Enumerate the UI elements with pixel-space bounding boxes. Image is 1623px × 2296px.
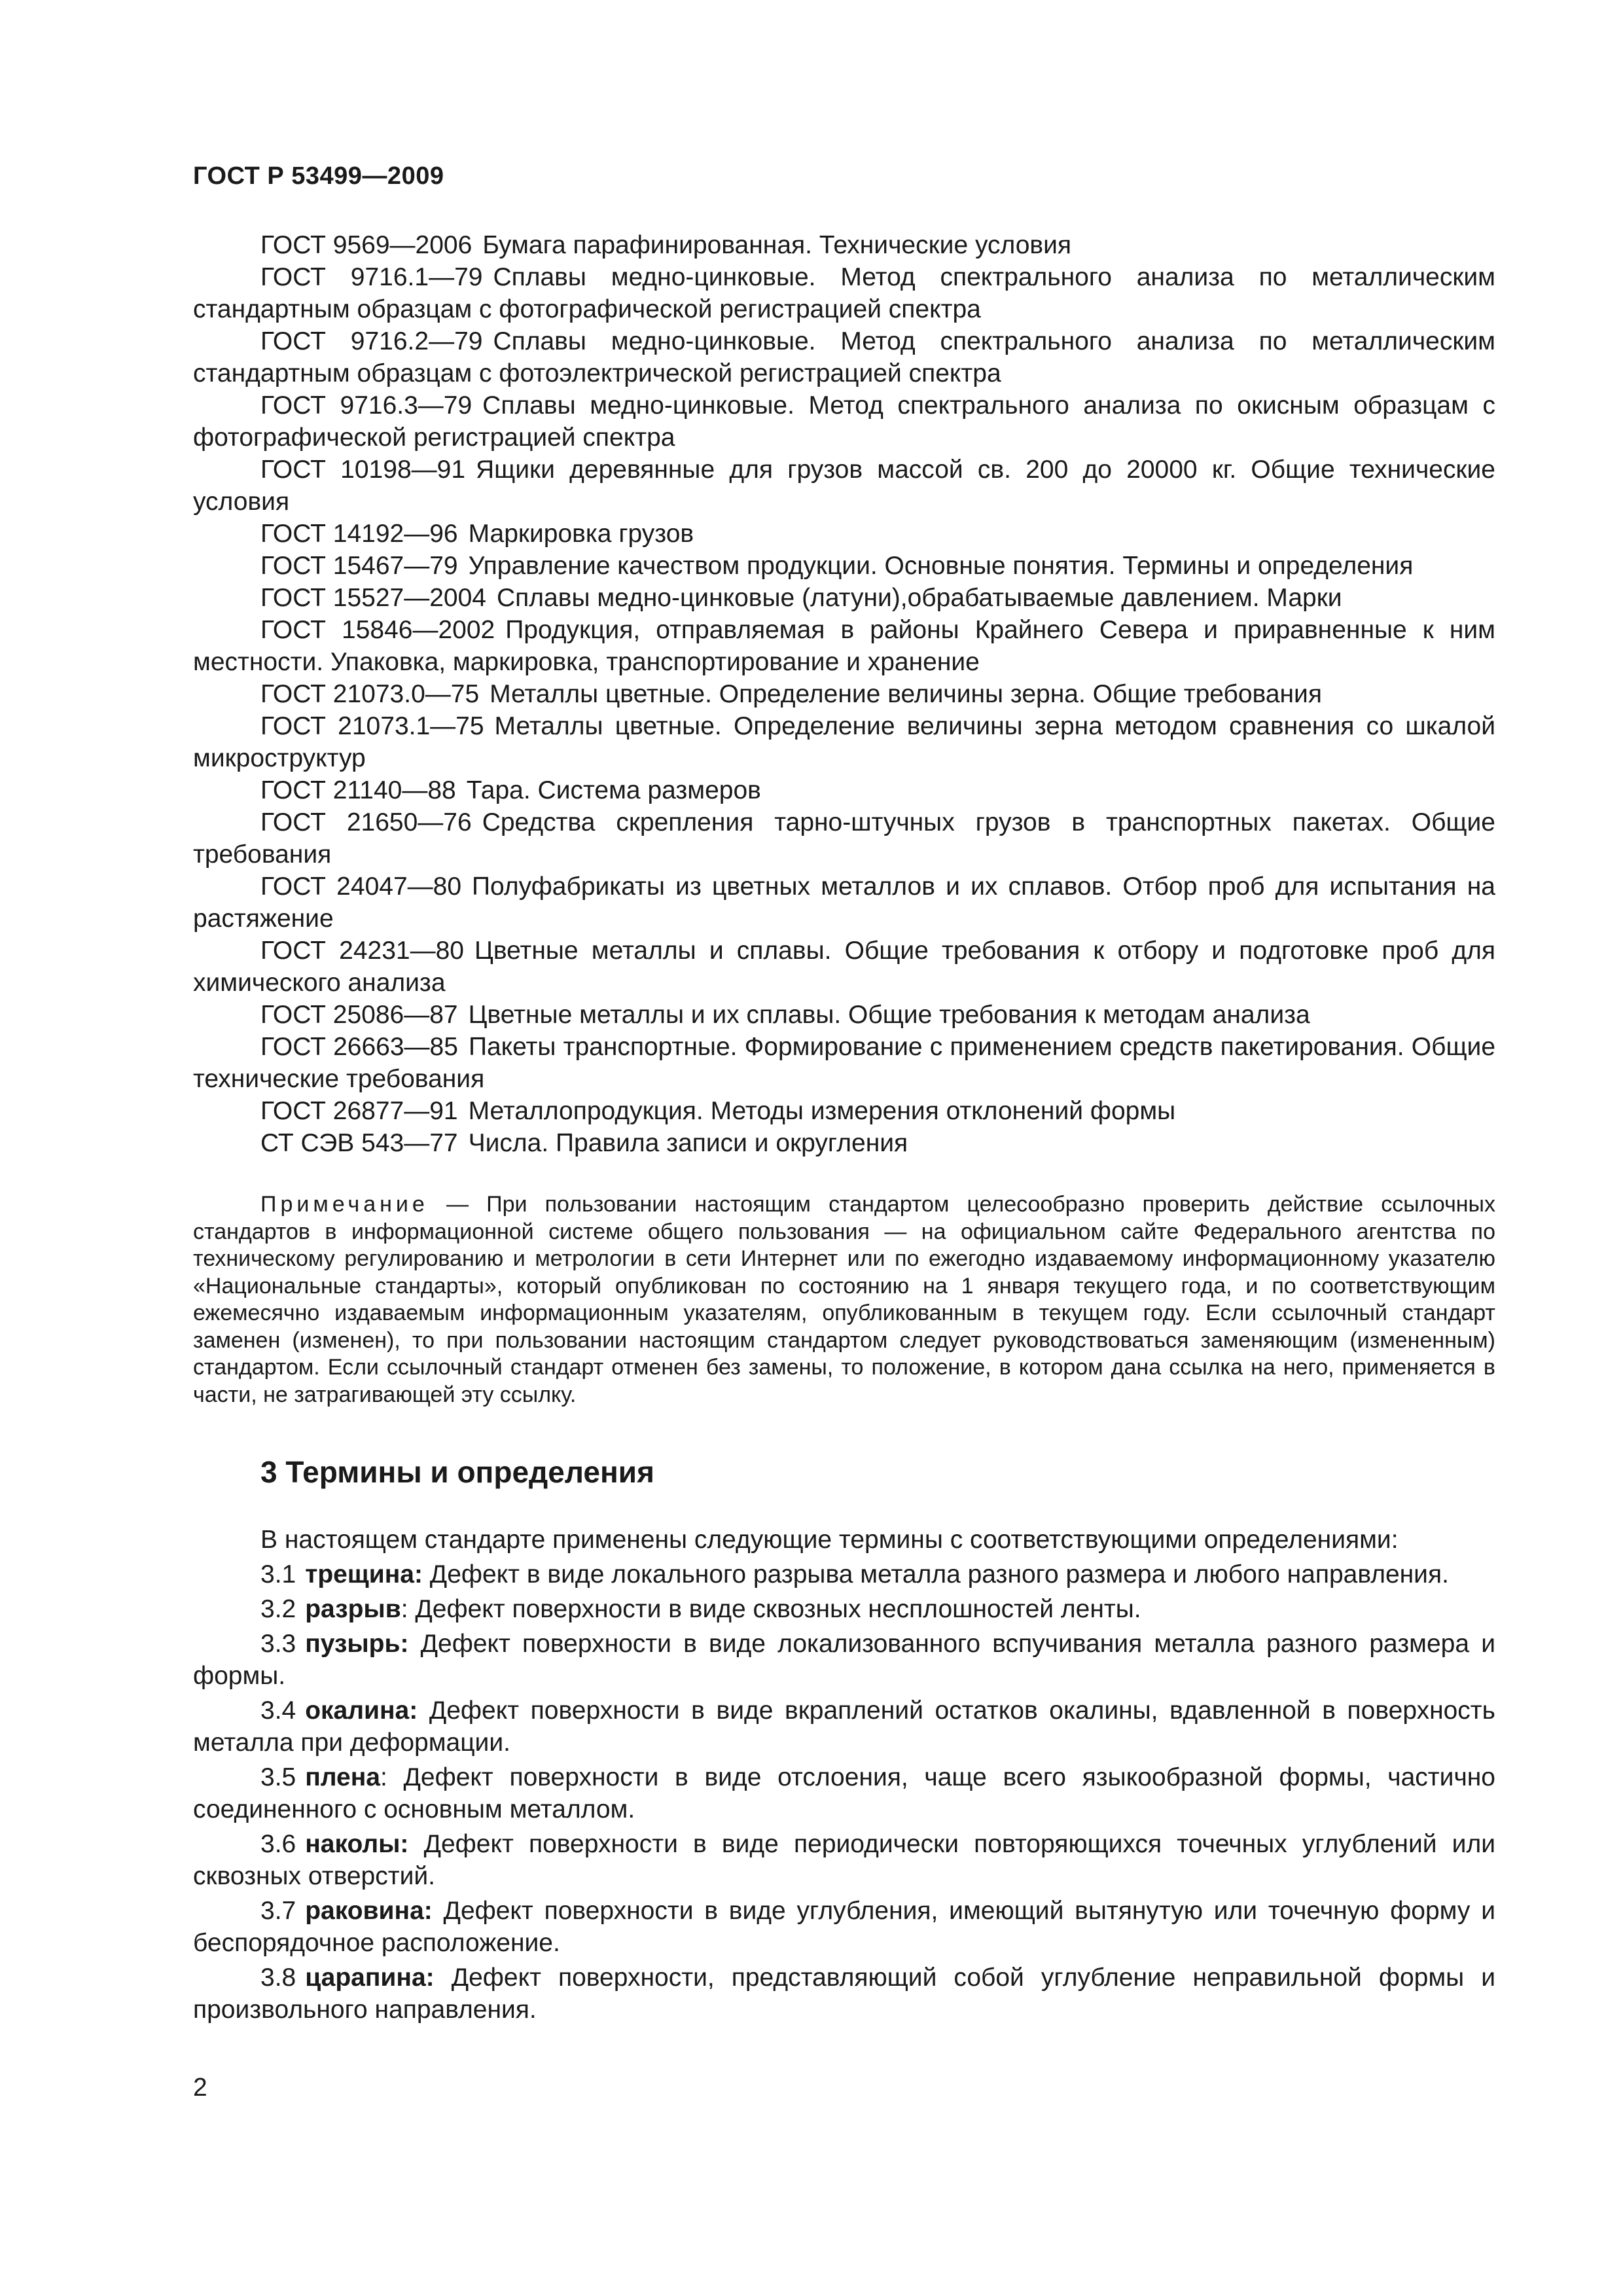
reference-item bbox=[193, 229, 1495, 261]
reference-code: ГОСТ 24047—80 bbox=[260, 872, 462, 901]
section-intro: В настоящем стандарте применены следующие термины с соответствующими определениями: bbox=[260, 1526, 1399, 1554]
reference-title: Металлопродукция. Методы измерения отклонений формы bbox=[468, 1097, 1176, 1125]
reference-title: Полуфабрикаты из цветных металлов и их сплавов. Отбор проб для испытания на растяжение bbox=[193, 872, 1495, 933]
reference-code: ГОСТ 26663—85 bbox=[260, 1033, 458, 1061]
reference-title: Пакеты транспортные. Формирование с применением средств пакетирования. Общие технические требования bbox=[193, 1033, 1496, 1093]
term-text: : Дефект поверхности в виде отслоения, чаще всего языкообразной формы, частично соединенного с основным металлом. bbox=[193, 1763, 1495, 1823]
term-number: 3.1 bbox=[260, 1560, 296, 1588]
reference-title: Управление качеством продукции. Основные понятия. Термины и определения bbox=[468, 552, 1414, 580]
term-definition bbox=[193, 1695, 1495, 1759]
reference-title: Металлы цветные. Определение величины зерна методом сравнения со шкалой микроструктур bbox=[193, 712, 1495, 772]
reference-code: ГОСТ 14192—96 bbox=[260, 520, 458, 548]
term-text: : Дефект поверхности в виде сквозных несплошностей ленты. bbox=[401, 1595, 1141, 1623]
reference-item bbox=[193, 614, 1495, 678]
reference-item bbox=[193, 261, 1495, 325]
reference-code: ГОСТ 15467—79 bbox=[260, 552, 458, 580]
reference-title: Маркировка грузов bbox=[468, 520, 694, 548]
document-header: ГОСТ Р 53499—2009 bbox=[193, 162, 444, 190]
term-word: окалина: bbox=[305, 1696, 418, 1725]
page-number: 2 bbox=[193, 2073, 207, 2102]
reference-code: ГОСТ 10198—91 bbox=[260, 456, 466, 484]
reference-item bbox=[193, 389, 1495, 454]
term-text: Дефект поверхности в виде локализованного вспучивания металла разного размера и формы. bbox=[193, 1630, 1496, 1690]
reference-item bbox=[193, 1127, 1495, 1159]
reference-title: Сплавы медно-цинковые. Метод спектрального анализа по металлическим стандартным образцам с фотоэлектрической регистрацией спектра bbox=[193, 327, 1495, 387]
term-text: Дефект поверхности в виде вкраплений остатков окалины, вдавленной в поверхность металла при деформации. bbox=[193, 1696, 1495, 1757]
reference-item bbox=[193, 935, 1495, 999]
reference-title: Цветные металлы и сплавы. Общие требования к отбору и подготовке проб для химического анализа bbox=[193, 937, 1496, 997]
reference-code: ГОСТ 15527—2004 bbox=[260, 584, 487, 612]
reference-code: ГОСТ 9716.1—79 bbox=[260, 263, 483, 291]
reference-title: Металлы цветные. Определение величины зерна. Общие требования bbox=[490, 680, 1322, 708]
term-definition bbox=[193, 1895, 1495, 1959]
reference-title: Тара. Система размеров bbox=[466, 776, 761, 804]
term-number: 3.5 bbox=[260, 1763, 296, 1791]
reference-item bbox=[193, 518, 1495, 550]
reference-code: ГОСТ 15846—2002 bbox=[260, 616, 495, 644]
reference-title: Продукция, отправляемая в районы Крайнего Севера и приравненные к ним местности. Упаковка, маркировка, транспортирование и хранение bbox=[193, 616, 1495, 676]
term-definition bbox=[193, 1962, 1495, 2026]
term-word: разрыв bbox=[305, 1595, 401, 1623]
section-heading: 3 Термины и определения bbox=[260, 1455, 654, 1489]
reference-item bbox=[193, 325, 1495, 389]
reference-item bbox=[193, 999, 1495, 1031]
reference-code: ГОСТ 21140—88 bbox=[260, 776, 456, 804]
term-number: 3.6 bbox=[260, 1830, 296, 1858]
term-definition bbox=[193, 1593, 1495, 1625]
reference-code: ГОСТ 21073.0—75 bbox=[260, 680, 480, 708]
reference-title: Средства скрепления тарно-штучных грузов в транспортных пакетах. Общие требования bbox=[193, 808, 1495, 869]
reference-code: ГОСТ 9569—2006 bbox=[260, 231, 473, 259]
term-word: пузырь: bbox=[305, 1630, 409, 1658]
term-text: Дефект поверхности в виде углубления, имеющий вытянутую или точечную форму и беспорядочное расположение. bbox=[193, 1897, 1496, 1957]
term-text: Дефект в виде локального разрыва металла разного размера и любого направления. bbox=[429, 1560, 1449, 1588]
note-label: Примечание bbox=[260, 1192, 429, 1217]
reference-item bbox=[193, 1095, 1495, 1127]
term-word: трещина: bbox=[305, 1560, 423, 1588]
term-text: Дефект поверхности в виде периодически повторяющихся точечных углублений или сквозных отверстий. bbox=[193, 1830, 1495, 1890]
reference-item bbox=[193, 870, 1495, 935]
term-number: 3.2 bbox=[260, 1595, 296, 1623]
term-number: 3.3 bbox=[260, 1630, 296, 1658]
term-word: наколы: bbox=[305, 1830, 409, 1858]
reference-item bbox=[193, 582, 1495, 614]
term-definition bbox=[193, 1828, 1495, 1892]
note-paragraph bbox=[193, 1191, 1495, 1408]
reference-item bbox=[193, 710, 1495, 774]
term-number: 3.7 bbox=[260, 1897, 296, 1925]
reference-title: Числа. Правила записи и округления bbox=[468, 1129, 908, 1157]
term-word: раковина: bbox=[305, 1897, 433, 1925]
reference-title: Цветные металлы и их сплавы. Общие требования к методам анализа bbox=[468, 1001, 1310, 1029]
term-number: 3.4 bbox=[260, 1696, 296, 1725]
reference-item bbox=[193, 678, 1495, 710]
reference-code: ГОСТ 21073.1—75 bbox=[260, 712, 484, 740]
reference-item bbox=[193, 454, 1495, 518]
term-definition bbox=[193, 1761, 1495, 1825]
reference-code: ГОСТ 26877—91 bbox=[260, 1097, 458, 1125]
term-definition bbox=[193, 1628, 1495, 1692]
reference-title: Ящики деревянные для грузов массой св. 200 до 20000 кг. Общие технические условия bbox=[193, 456, 1496, 516]
reference-title: Бумага парафинированная. Технические условия bbox=[482, 231, 1072, 259]
term-word: плена bbox=[305, 1763, 380, 1791]
reference-code: СТ СЭВ 543—77 bbox=[260, 1129, 458, 1157]
reference-title: Сплавы медно-цинковые. Метод спектрального анализа по окисным образцам с фотографической регистрацией спектра bbox=[193, 391, 1495, 452]
reference-code: ГОСТ 21650—76 bbox=[260, 808, 472, 836]
reference-code: ГОСТ 25086—87 bbox=[260, 1001, 458, 1029]
term-number: 3.8 bbox=[260, 1964, 296, 1992]
reference-item bbox=[193, 774, 1495, 806]
normative-references-list bbox=[193, 229, 1495, 1159]
reference-item bbox=[193, 1031, 1495, 1095]
reference-item bbox=[193, 550, 1495, 582]
term-text: Дефект поверхности, представляющий собой углубление неправильной формы и произвольного направления. bbox=[193, 1964, 1495, 2024]
reference-code: ГОСТ 9716.3—79 bbox=[260, 391, 473, 420]
term-word: царапина: bbox=[305, 1964, 435, 1992]
terms-list bbox=[193, 1524, 1495, 2028]
reference-item bbox=[193, 806, 1495, 870]
note-text: — При пользовании настоящим стандартом целесообразно проверить действие ссылочных стандартов в информационной системе общего пользования — на официальном сайте Федерального агентства по техническому регулированию и метрологии в сети Интернет или по ежегодно издаваемому информационному указателю «Национальные стандарты», который опубликован по состоянию на 1 января текущего года, и по соответствующим ежемесячно издаваемым информационным указателям, опубликованным в текущем году. Если ссылочный стандарт заменен (изменен), то при пользовании настоящим стандартом следует руководствоваться заменяющим (измененным) стандартом. Если ссылочный стандарт отменен без замены, то положение, в котором дана ссылка на него, применяется в части, не затрагивающей эту ссылку. bbox=[193, 1192, 1495, 1407]
reference-code: ГОСТ 9716.2—79 bbox=[260, 327, 483, 355]
reference-title: Сплавы медно-цинковые (латуни),обрабатываемые давлением. Марки bbox=[497, 584, 1342, 612]
reference-title: Сплавы медно-цинковые. Метод спектрального анализа по металлическим стандартным образцам с фотографической регистрацией спектра bbox=[193, 263, 1495, 323]
reference-code: ГОСТ 24231—80 bbox=[260, 937, 464, 965]
term-definition bbox=[193, 1558, 1495, 1590]
